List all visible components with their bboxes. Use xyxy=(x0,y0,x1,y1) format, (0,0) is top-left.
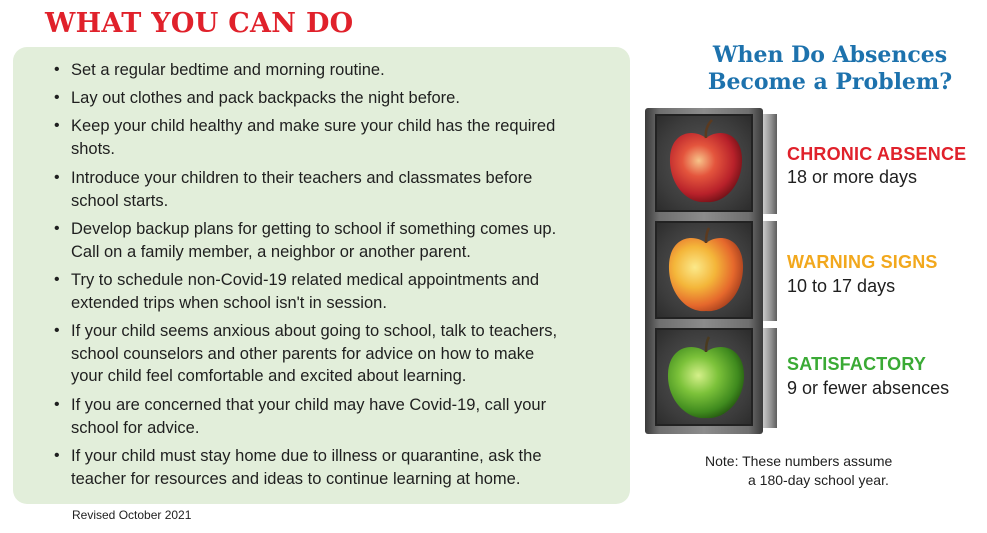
tip-text: Keep your child healthy and make sure your child has the required xyxy=(71,117,556,135)
status-detail-warning: 10 to 17 days xyxy=(787,276,896,296)
tip-text: school counselors and other parents for advice on how to make xyxy=(71,344,535,363)
status-label-satisfactory: SATISFACTORY xyxy=(787,354,927,374)
tip-text: If your child seems anxious about going to school, talk to teachers, xyxy=(71,322,558,340)
tip-text: Call on a family member, a neighbor or another parent. xyxy=(71,242,471,261)
list-item xyxy=(54,115,616,160)
list-item xyxy=(54,394,616,439)
side-title-line: When Do Absences xyxy=(712,42,948,68)
tip-text: Develop backup plans for getting to school if something comes up. xyxy=(71,220,557,238)
bullet: • xyxy=(54,169,60,186)
bullet: • xyxy=(54,220,60,237)
tip-text: If your child must stay home due to illness or quarantine, ask the xyxy=(71,447,542,465)
status-label-chronic: CHRONIC ABSENCE xyxy=(787,144,967,164)
status-detail-chronic: 18 or more days xyxy=(787,167,918,187)
bullet: • xyxy=(54,447,60,464)
visor xyxy=(763,328,777,428)
note xyxy=(705,452,965,490)
green-apple-icon xyxy=(657,330,755,428)
visor xyxy=(763,114,777,214)
note-line: a 180-day school year. xyxy=(748,472,889,488)
light-cell-red xyxy=(655,114,753,212)
yellow-apple-icon xyxy=(657,223,755,321)
tip-text: teacher for resources and ideas to continue learning at home. xyxy=(71,469,521,488)
list-item xyxy=(54,87,616,110)
tip-text: extended trips when school isn't in session. xyxy=(71,293,387,312)
revised-date: Revised October 2021 xyxy=(72,508,192,522)
tip-text: If you are concerned that your child may have Covid-19, call your xyxy=(71,396,547,414)
bullet: • xyxy=(54,89,60,106)
list-item xyxy=(54,218,616,263)
tips-panel xyxy=(13,47,630,504)
list-item xyxy=(54,167,616,212)
light-cell-yellow xyxy=(655,221,753,319)
tip-text: shots. xyxy=(71,139,116,158)
tip-text: your child feel comfortable and excited about learning. xyxy=(71,367,467,385)
tip-text: school starts. xyxy=(71,191,169,210)
traffic-light xyxy=(645,108,763,434)
side-title xyxy=(650,42,987,96)
red-apple-icon xyxy=(657,116,755,214)
status-label-warning: WARNING SIGNS xyxy=(787,252,938,272)
side-title-line: Become a Problem? xyxy=(707,69,953,95)
tip-text: Introduce your children to their teachers and classmates before xyxy=(71,169,533,187)
tip-text: Try to schedule non-Covid-19 related medical appointments and xyxy=(71,271,540,289)
bullet: • xyxy=(54,322,60,339)
list-item xyxy=(54,445,616,490)
bullet: • xyxy=(54,117,60,134)
bullet: • xyxy=(54,271,60,288)
tip-text: Set a regular bedtime and morning routine. xyxy=(71,61,385,79)
list-item xyxy=(54,320,616,388)
list-item xyxy=(54,59,616,82)
note-line: Note: These numbers assume xyxy=(705,453,893,469)
status-detail-satisfactory: 9 or fewer absences xyxy=(787,378,950,398)
list-item xyxy=(54,269,616,314)
visor xyxy=(763,221,777,321)
main-title: WHAT YOU CAN DO xyxy=(45,8,354,39)
light-cell-green xyxy=(655,328,753,426)
tip-text: school for advice. xyxy=(71,418,200,437)
bullet: • xyxy=(54,396,60,413)
tip-text: Lay out clothes and pack backpacks the night before. xyxy=(71,89,460,107)
bullet: • xyxy=(54,61,60,78)
